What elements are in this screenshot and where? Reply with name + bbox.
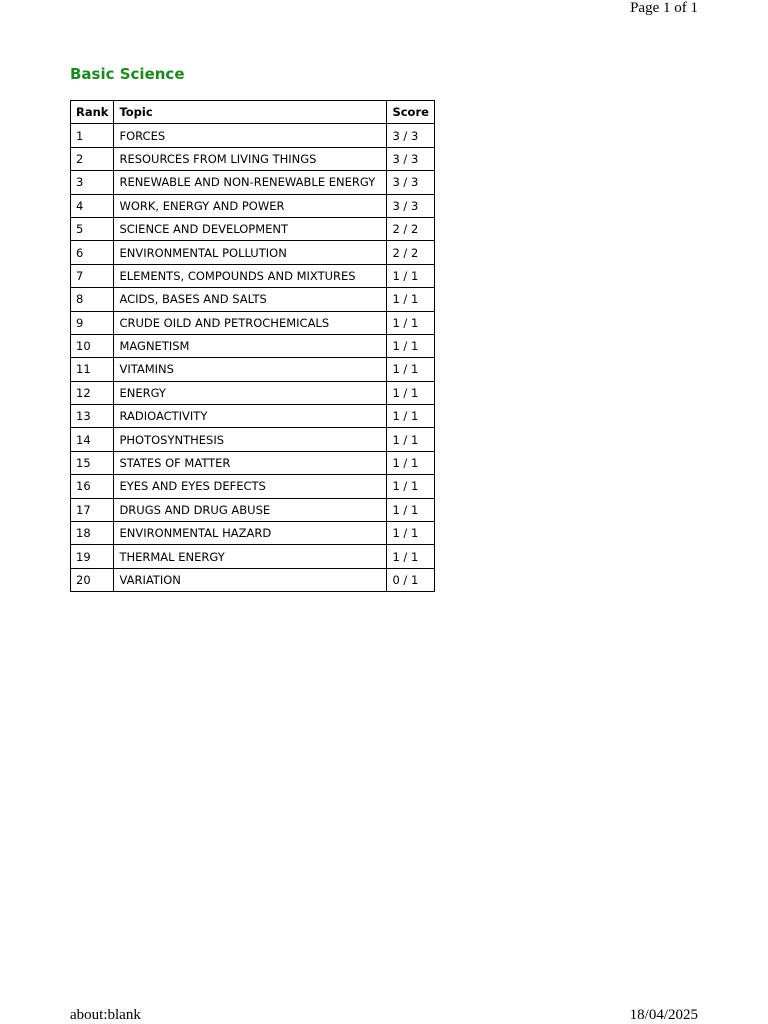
score-cell: 0 / 1 xyxy=(387,568,435,591)
rank-cell: 16 xyxy=(71,475,114,498)
score-cell: 1 / 1 xyxy=(387,545,435,568)
table-row xyxy=(71,475,435,498)
rank-cell: 20 xyxy=(71,568,114,591)
topic-cell: ELEMENTS, COMPOUNDS AND MIXTURES xyxy=(114,264,387,287)
score-cell: 1 / 1 xyxy=(387,451,435,474)
score-cell: 1 / 1 xyxy=(387,288,435,311)
rank-cell: 17 xyxy=(71,498,114,521)
column-header-topic: Topic xyxy=(114,101,387,124)
topic-cell: VARIATION xyxy=(114,568,387,591)
page-title: Basic Science xyxy=(70,65,185,83)
table-row xyxy=(71,451,435,474)
score-cell: 1 / 1 xyxy=(387,264,435,287)
topic-cell: RADIOACTIVITY xyxy=(114,405,387,428)
score-cell: 3 / 3 xyxy=(387,171,435,194)
rank-cell: 7 xyxy=(71,264,114,287)
table-row xyxy=(71,381,435,404)
footer-date: 18/04/2025 xyxy=(629,1007,698,1023)
table-row xyxy=(71,522,435,545)
table-row xyxy=(71,241,435,264)
table-body xyxy=(71,124,435,592)
rank-cell: 11 xyxy=(71,358,114,381)
topic-cell: PHOTOSYNTHESIS xyxy=(114,428,387,451)
score-cell: 3 / 3 xyxy=(387,194,435,217)
score-cell: 3 / 3 xyxy=(387,124,435,147)
table-row xyxy=(71,194,435,217)
topic-cell: ENVIRONMENTAL HAZARD xyxy=(114,522,387,545)
score-cell: 2 / 2 xyxy=(387,241,435,264)
column-header-score: Score xyxy=(387,101,435,124)
rank-cell: 3 xyxy=(71,171,114,194)
topic-cell: STATES OF MATTER xyxy=(114,451,387,474)
topic-cell: ENERGY xyxy=(114,381,387,404)
table-row xyxy=(71,124,435,147)
rank-cell: 10 xyxy=(71,334,114,357)
rank-cell: 8 xyxy=(71,288,114,311)
topic-cell: ACIDS, BASES AND SALTS xyxy=(114,288,387,311)
topic-cell: WORK, ENERGY AND POWER xyxy=(114,194,387,217)
rank-cell: 2 xyxy=(71,147,114,170)
score-cell: 1 / 1 xyxy=(387,498,435,521)
table-row xyxy=(71,568,435,591)
table-header-row xyxy=(71,101,435,124)
score-cell: 1 / 1 xyxy=(387,475,435,498)
rank-cell: 18 xyxy=(71,522,114,545)
rank-cell: 1 xyxy=(71,124,114,147)
score-cell: 1 / 1 xyxy=(387,428,435,451)
score-cell: 1 / 1 xyxy=(387,358,435,381)
rank-cell: 4 xyxy=(71,194,114,217)
score-cell: 1 / 1 xyxy=(387,405,435,428)
column-header-rank: Rank xyxy=(71,101,114,124)
topic-cell: RENEWABLE AND NON-RENEWABLE ENERGY xyxy=(114,171,387,194)
topic-cell: VITAMINS xyxy=(114,358,387,381)
table-row xyxy=(71,311,435,334)
rank-cell: 15 xyxy=(71,451,114,474)
topic-cell: ENVIRONMENTAL POLLUTION xyxy=(114,241,387,264)
topic-cell: DRUGS AND DRUG ABUSE xyxy=(114,498,387,521)
table-row xyxy=(71,147,435,170)
score-cell: 1 / 1 xyxy=(387,522,435,545)
table-row xyxy=(71,358,435,381)
score-cell: 3 / 3 xyxy=(387,147,435,170)
table-row xyxy=(71,264,435,287)
rank-cell: 6 xyxy=(71,241,114,264)
table-row xyxy=(71,217,435,240)
topic-cell: RESOURCES FROM LIVING THINGS xyxy=(114,147,387,170)
scores-table xyxy=(70,100,435,592)
topic-cell: EYES AND EYES DEFECTS xyxy=(114,475,387,498)
rank-cell: 19 xyxy=(71,545,114,568)
table-row xyxy=(71,288,435,311)
topic-cell: SCIENCE AND DEVELOPMENT xyxy=(114,217,387,240)
topic-cell: CRUDE OILD AND PETROCHEMICALS xyxy=(114,311,387,334)
score-cell: 1 / 1 xyxy=(387,334,435,357)
table-row xyxy=(71,171,435,194)
table-row xyxy=(71,405,435,428)
score-cell: 2 / 2 xyxy=(387,217,435,240)
rank-cell: 5 xyxy=(71,217,114,240)
rank-cell: 12 xyxy=(71,381,114,404)
score-cell: 1 / 1 xyxy=(387,311,435,334)
rank-cell: 14 xyxy=(71,428,114,451)
topic-cell: THERMAL ENERGY xyxy=(114,545,387,568)
rank-cell: 13 xyxy=(71,405,114,428)
topic-cell: FORCES xyxy=(114,124,387,147)
table-header xyxy=(71,101,435,124)
footer-url: about:blank xyxy=(70,1007,141,1023)
score-cell: 1 / 1 xyxy=(387,381,435,404)
table-row xyxy=(71,428,435,451)
table-row xyxy=(71,334,435,357)
topic-cell: MAGNETISM xyxy=(114,334,387,357)
table-row xyxy=(71,545,435,568)
rank-cell: 9 xyxy=(71,311,114,334)
table-row xyxy=(71,498,435,521)
page-indicator: Page 1 of 1 xyxy=(630,0,698,16)
